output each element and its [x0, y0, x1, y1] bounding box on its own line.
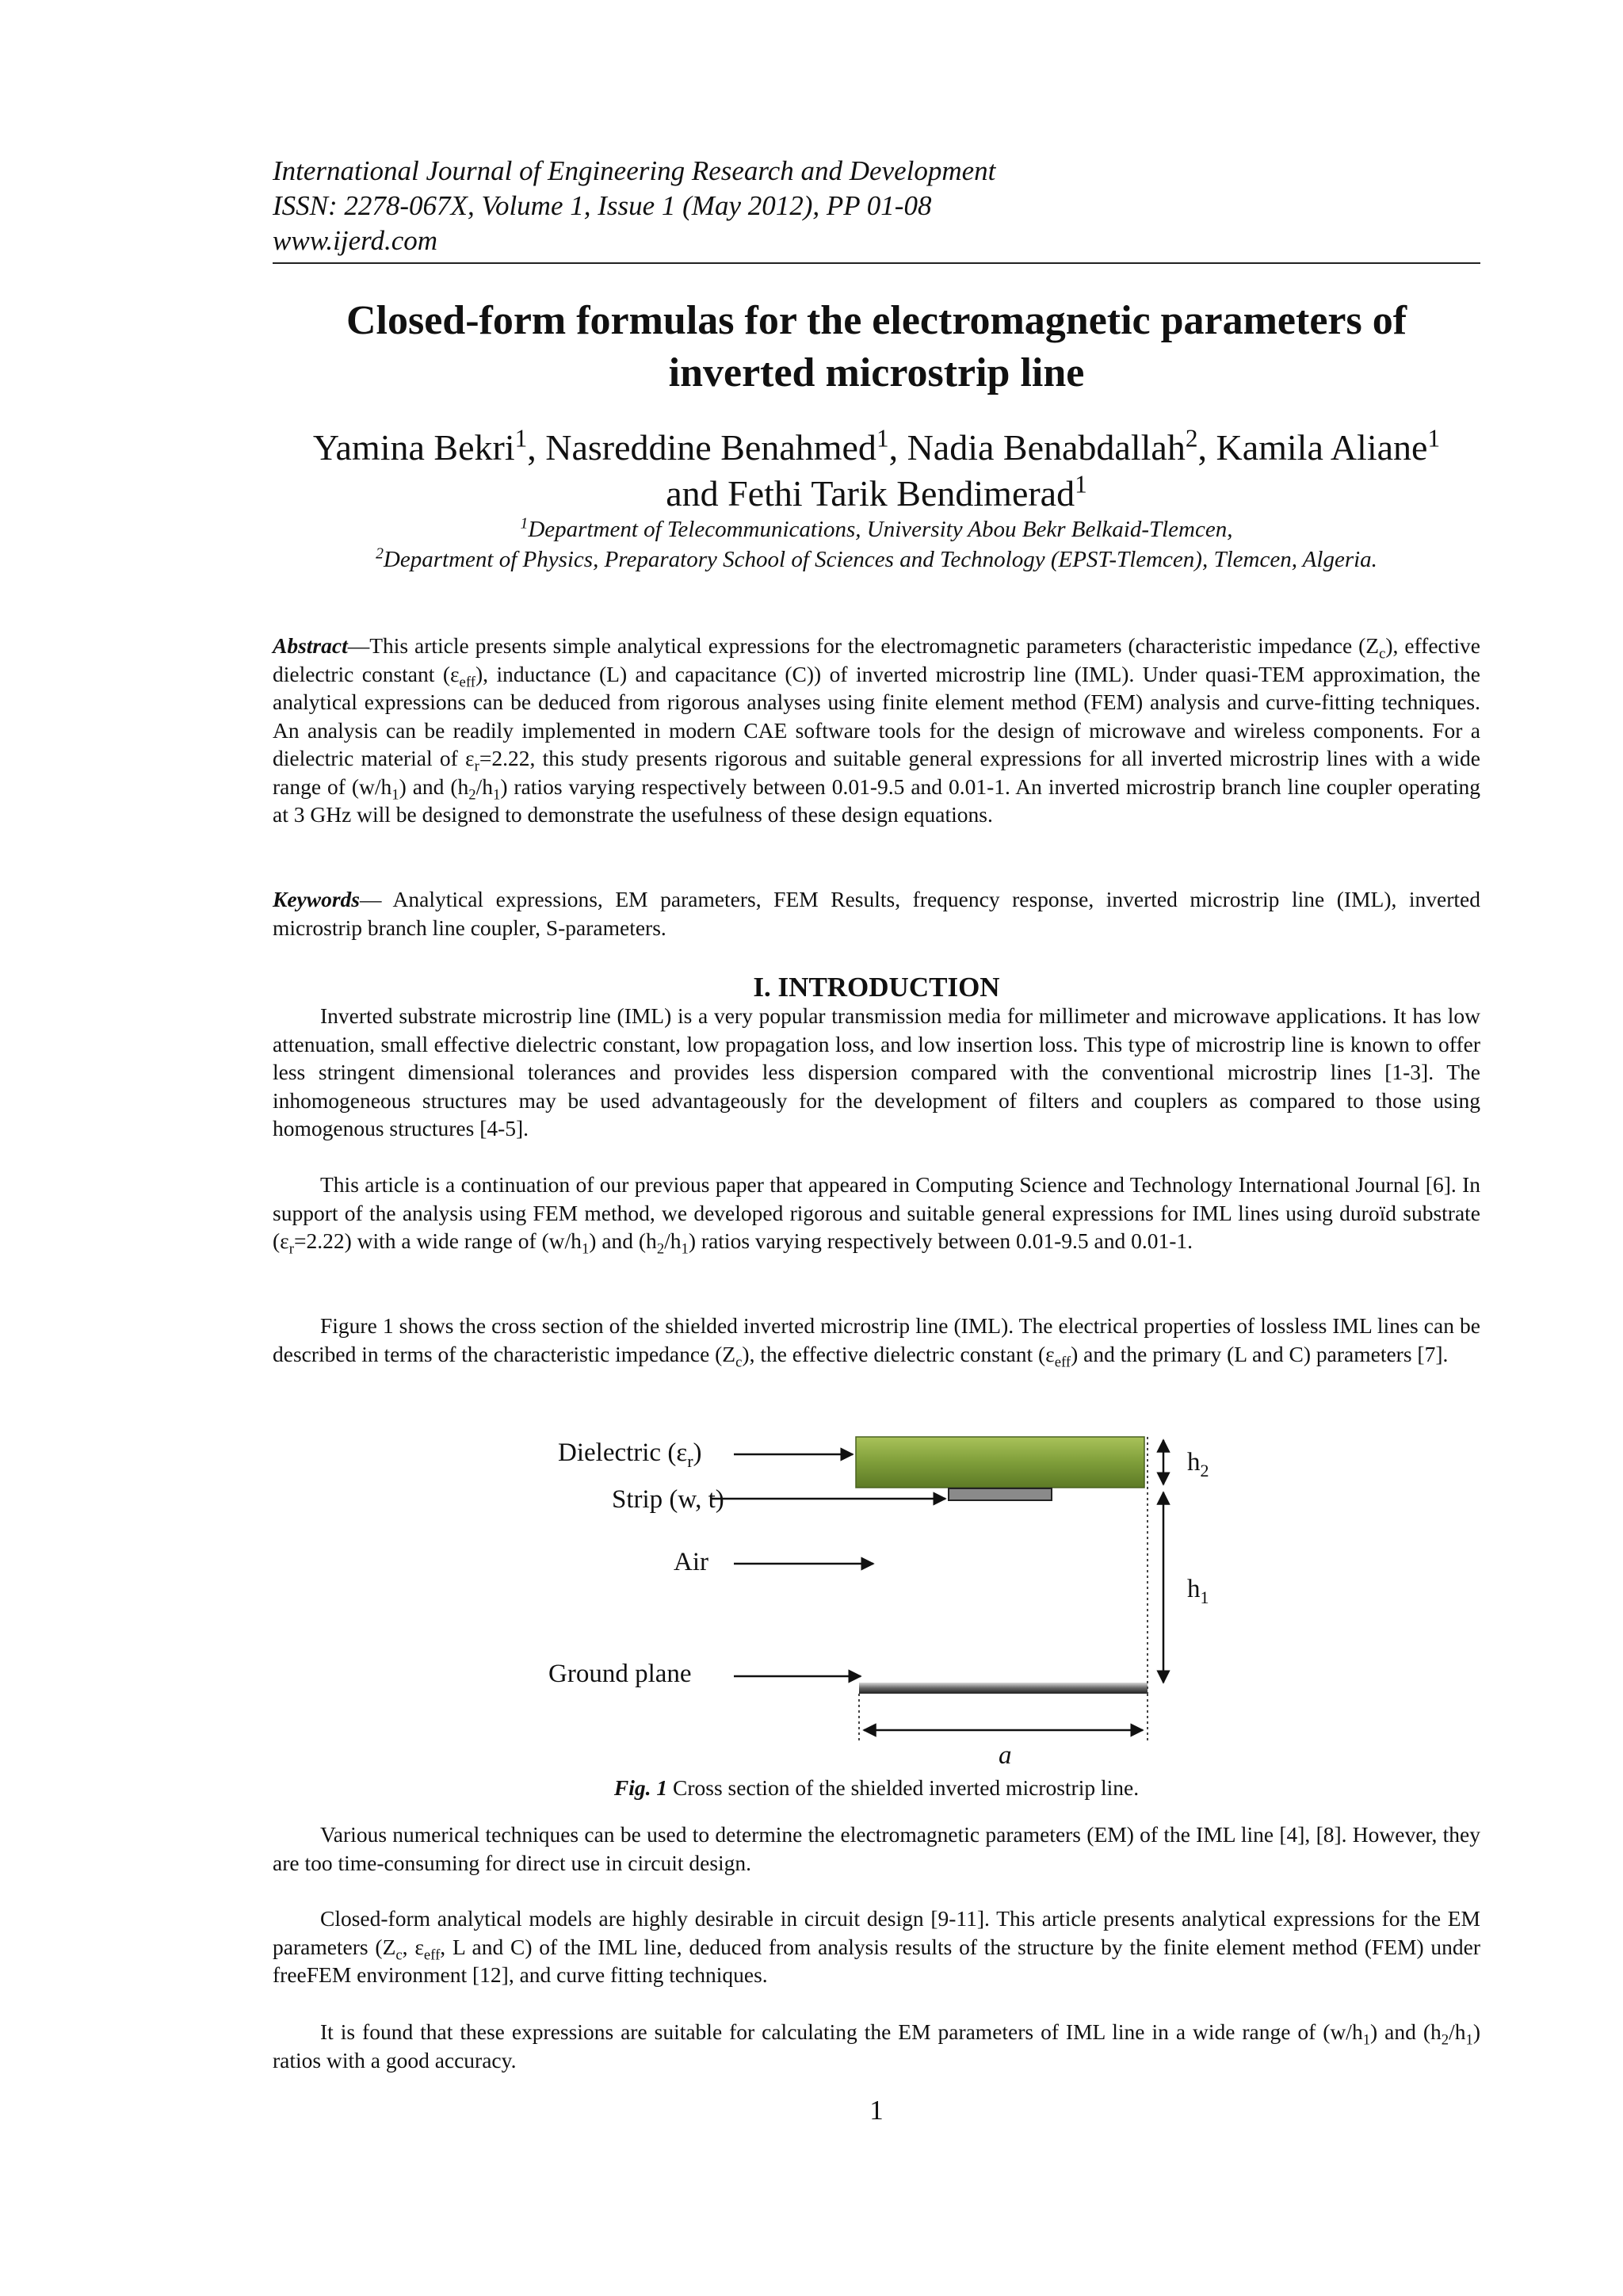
paragraph-text: ), the effective dielectric constant (ε	[742, 1341, 1055, 1366]
abstract-label: Abstract	[273, 633, 348, 658]
paragraph-text: ) and (h	[589, 1228, 657, 1253]
keywords-label: Keywords	[273, 887, 360, 911]
subscript: 1	[492, 786, 501, 803]
subscript: 1	[681, 1240, 689, 1258]
author-affil-mark: 1	[1075, 470, 1087, 499]
abstract-text: =2.22, this study presents rigorous and suitable general expressions for all inverted microstrip lines with a wide range of (w/h	[273, 746, 1480, 799]
author-name: Nadia Benabdallah	[907, 427, 1186, 468]
intro-paragraph-6	[273, 2018, 1480, 2074]
journal-url: www.ijerd.com	[273, 225, 438, 256]
caption-text: Cross section of the shielded inverted microstrip line.	[667, 1775, 1140, 1800]
keywords-text: — Analytical expressions, EM parameters, FEM Results, frequency response, inverted microstrip line (IML), inverted microstrip branch line coupler, S-parameters.	[273, 887, 1480, 940]
subscript: eff	[1054, 1354, 1071, 1370]
journal-header	[273, 154, 1477, 258]
figure-1-caption	[273, 1774, 1480, 1801]
affiliation-2	[273, 544, 1480, 575]
subscript: 2	[468, 786, 476, 803]
abstract-text: ), effective dielectric constant (ε	[273, 633, 1480, 686]
paragraph-text: It is found that these expressions are suitable for calculating the EM parameters of IML line in a wide range of (w/h	[320, 2019, 1363, 2044]
subscript: 2	[1441, 2031, 1449, 2049]
journal-issn: ISSN: 2278-067X, Volume 1, Issue 1 (May 2012), PP 01-08	[273, 190, 932, 221]
journal-name: International Journal of Engineering Research and Development	[273, 155, 996, 186]
affiliations	[273, 514, 1480, 575]
paragraph-text: /h	[1449, 2019, 1466, 2044]
intro-paragraph-3	[273, 1312, 1480, 1368]
author-line-2	[273, 471, 1480, 517]
paragraph-text: Various numerical techniques can be used to determine the electromagnetic parameters (EM) of the IML line [4], [8]. However, they are too time-consuming for direct use in circuit design.	[273, 1822, 1480, 1875]
subscript: 1	[581, 1240, 590, 1258]
subscript: eff	[459, 674, 475, 690]
intro-paragraph-4	[273, 1820, 1480, 1877]
paragraph-text: Inverted substrate microstrip line (IML) is a very popular transmission media for millimeter and microwave applications. It has low attenuation, small effective dielectric constant, low propagation loss, and low insertion loss. This type of microstrip line is known to offer less stringent dimensional tolerances and provides less dispersion compared with the conventional microstrip lines [1-3]. The inhomogeneous structures may be used advantageously for the development of filters and couplers as compared to those using homogenous structures [4-5].	[273, 1003, 1480, 1140]
paragraph-text: , L and C) of the IML line, deduced from analysis results of the structure by the finite element method (FEM) under freeFEM environment [12], and curve fitting techniques.	[273, 1934, 1481, 1987]
author-affil-mark: 1	[1427, 424, 1441, 453]
caption-label: Fig. 1	[613, 1775, 668, 1800]
author-name: Nasreddine Benahmed	[545, 427, 876, 468]
section-heading-introduction: I. INTRODUCTION	[753, 972, 1000, 1003]
author-line-1: Yamina Bekri$^1$, Nasreddine Benahmed$^1$, Nadia Benabdallah$^2$, Kamila Aliane$^1$	[312, 424, 1441, 468]
ground-plane	[859, 1683, 1148, 1694]
label-h2: $h_2$	[1187, 1448, 1209, 1480]
paragraph-text: ) and (h	[1370, 2019, 1442, 2044]
abstract-text: ) ratios varying respectively between 0.01-9.5 and 0.01-1. An inverted microstrip branch line coupler operating at 3 GHz will be designed to demonstrate the usefulness of these design equations.	[273, 774, 1480, 827]
subscript: r	[474, 758, 479, 775]
affil-text: Department of Telecommunications, University Abou Bekr Belkaid-Tlemcen,	[528, 517, 1233, 542]
subscript: c	[1379, 645, 1386, 663]
label-air: Air	[674, 1548, 708, 1576]
subscript: 2	[656, 1240, 665, 1258]
affil-text: Department of Physics, Preparatory School of Sciences and Technology (EPST-Tlemcen), Tlemcen, Algeria.	[383, 547, 1377, 572]
author-affil-mark: 2	[1185, 424, 1198, 453]
abstract-text: ) and (h	[399, 774, 469, 799]
subscript: c	[395, 1946, 403, 1963]
intro-paragraph-5	[273, 1904, 1480, 1989]
paragraph-text: ) ratios with a good accuracy.	[273, 2019, 1480, 2073]
author-affil-mark: 1	[876, 424, 889, 453]
subscript: c	[735, 1354, 743, 1370]
affiliation-1	[273, 514, 1480, 544]
intro-paragraph-1	[273, 1002, 1480, 1143]
label-strip: Strip (w, t)	[612, 1485, 724, 1514]
paragraph-text: ) and the primary (L and C) parameters [7].	[1071, 1341, 1449, 1366]
abstract-text: —This article presents simple analytical expressions for the electromagnetic parameters (characteristic impedance (Z	[347, 633, 1380, 658]
subscript: 1	[1362, 2031, 1371, 2049]
affil-mark: 1	[520, 514, 529, 533]
title-line-1: Closed-form formulas for the electromagnetic parameters of	[346, 298, 1407, 343]
abstract-text: /h	[475, 774, 493, 799]
header-rule	[273, 262, 1480, 264]
subscript: r	[288, 1240, 294, 1258]
paragraph-text: ) ratios varying respectively between 0.01-9.5 and 0.01-1.	[688, 1228, 1193, 1253]
paragraph-text: /h	[664, 1228, 682, 1253]
label-a: a	[999, 1741, 1012, 1770]
author-name: and Fethi Tarik Bendimerad	[666, 473, 1075, 514]
paragraph-text: =2.22) with a wide range of (w/h	[293, 1228, 582, 1253]
paragraph-text: , ε	[402, 1934, 424, 1959]
author-name: Kamila Aliane	[1216, 427, 1428, 468]
paragraph-text: Closed-form analytical models are highly desirable in circuit design [9-11]. This article presents analytical expressions for the EM parameters (Z	[273, 1906, 1480, 1959]
strip-conductor	[949, 1488, 1052, 1500]
title-line-2: inverted microstrip line	[668, 350, 1085, 395]
page-number: 1	[869, 2095, 884, 2126]
keywords	[273, 885, 1480, 942]
label-dielectric: Dielectric $(\varepsilon_r)$	[558, 1438, 702, 1471]
abstract-text: ), inductance (L) and capacitance (C)) of inverted microstrip line (IML). Under quasi-TEM approximation, the analytical expressions can be deduced from rigorous analyses using finite element method (FEM) analysis and curve-fitting techniques. An analysis can be readily implemented in modern CAE software tools for the design of microwave and wireless components. For a dielectric material of ε	[273, 661, 1480, 770]
figure-1-cross-section	[548, 1423, 1209, 1771]
subscript: 1	[391, 786, 399, 803]
author-name: Yamina Bekri	[312, 427, 515, 468]
affil-mark: 2	[376, 544, 384, 563]
dielectric-substrate	[856, 1437, 1144, 1488]
author-list	[273, 425, 1480, 517]
subscript: 1	[1465, 2031, 1473, 2049]
paragraph-text: Figure 1 shows the cross section of the shielded inverted microstrip line (IML). The electrical properties of lossless IML lines can be described in terms of the characteristic impedance (Z	[273, 1313, 1480, 1366]
intro-paragraph-2	[273, 1171, 1480, 1258]
abstract	[273, 632, 1480, 829]
label-ground-plane: Ground plane	[548, 1660, 692, 1688]
label-h1: $h_1$	[1187, 1575, 1209, 1607]
author-affil-mark: 1	[514, 424, 528, 453]
subscript: eff	[423, 1946, 441, 1963]
paper-title	[273, 295, 1480, 399]
paragraph-text: This article is a continuation of our previous paper that appeared in Computing Science and Technology International Journal [6]. In support of the analysis using FEM method, we developed rigorous and suitable general expressions for IML lines using duroïd substrate (ε	[273, 1172, 1480, 1253]
